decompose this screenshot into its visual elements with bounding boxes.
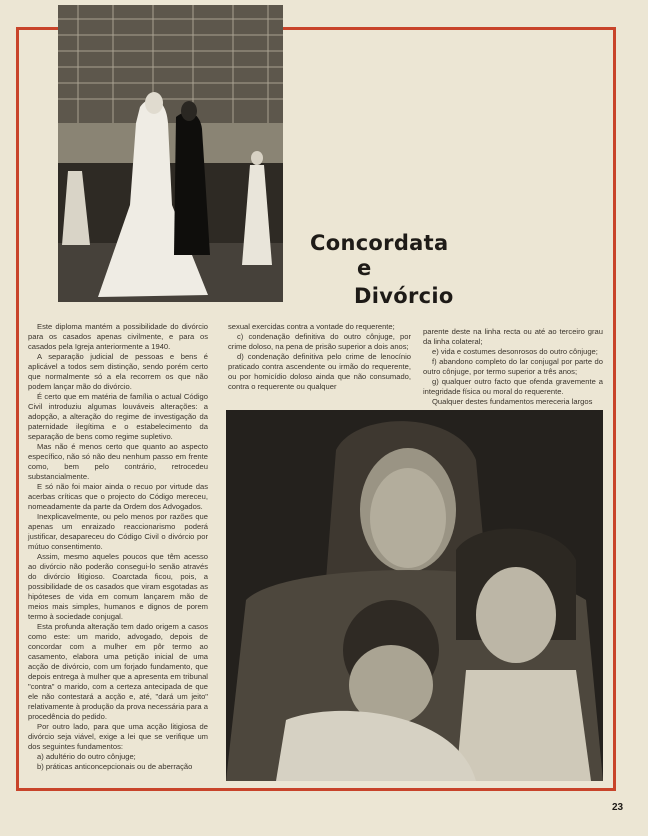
paragraph: A separação judicial de pessoas e bens é aplicável a todos sem distinção, sendo porém certo que normalmente só a ela recorrem os que não podem lançar mão do divórcio. <box>28 352 208 391</box>
mother-children-photo <box>226 410 603 781</box>
paragraph: Qualquer destes fundamentos mereceria largos <box>432 397 593 406</box>
paragraph: E só não foi maior ainda o recuo por virtude das acerbas críticas que o projecto do Código mereceu, nomeadamente da parte da Ordem dos Advogados. <box>28 482 208 511</box>
list-item: f) abandono completo do lar conjugal por parte do outro cônjuge, por termo superior a três anos; <box>423 357 603 376</box>
paragraph: Por outro lado, para que uma acção litigiosa de divórcio seja viável, exige a lei que se verifique um dos seguintes fundamentos: <box>28 722 208 751</box>
list-item: e) vida e costumes desonrosos do outro cônjuge; <box>432 347 598 356</box>
paragraph: Inexplicavelmente, ou pelo menos por razões que apenas um enraizado reaccionarismo poderá justificar, desapareceu do Código Civil o divórcio por mútuo consentimento. <box>28 512 208 551</box>
list-item: c) condenação definitiva do outro cônjuge, por crime doloso, na pena de prisão superior a dois anos; <box>228 332 411 351</box>
title-line-3: Divórcio <box>354 284 454 308</box>
title-line-2: e <box>357 256 372 280</box>
text-column-1 <box>28 322 208 772</box>
paragraph: Assim, mesmo aqueles poucos que têm acesso ao divórcio não poderão consegui-lo senão através do divórcio litigioso. Coarctada ficou, pois, a possibilidade de os casados que viram esgotadas as hipóteses de vida em comum lançarem mão de meios mais simples, humanos e dignos de porem termo à sociedade conjugal. <box>28 552 208 621</box>
paragraph: Este diploma mantém a possibilidade do divórcio para os casados apenas civilmente, e para os casados pela Igreja anteriormente a 1940. <box>28 322 208 351</box>
list-item: g) qualquer outro facto que ofenda gravemente a integridade física ou moral do requerente. <box>423 377 603 396</box>
paragraph: Esta profunda alteração tem dado origem a casos como este: um marido, advogado, depois de concordar com a mulher em pôr termo ao casamento, elabora uma petição inicial de uma acção de divórcio, com um forjado fundamento, que depois entrega à mulher que a apresenta em tribunal "contra" o marido, com a certeza antecipada de que ele não contestará a acção e, até, "dará um jeito" relativamente à produção da prova necessária para a procedência do pedido. <box>28 622 208 721</box>
paragraph: Mas não é menos certo que quanto ao aspecto específico, não só não deu nenhum passo em frente como, bem pelo contrário, retrocedeu substancialmente. <box>28 442 208 481</box>
paragraph: É certo que em matéria de família o actual Código Civil introduziu algumas louváveis alterações: a adopção, a alteração do regime de investigação da paternidade ilegítima e o estabelecimento da separação de bens como regime supletivo. <box>28 392 208 441</box>
wedding-photo <box>58 5 283 302</box>
paragraph: sexual exercidas contra a vontade do requerente; <box>228 322 395 331</box>
list-item: a) adultério do outro cônjuge; <box>37 752 136 761</box>
paragraph: parente deste na linha recta ou até ao terceiro grau da linha colateral; <box>423 327 603 346</box>
list-item: b) práticas anticoncepcionais ou de aberração <box>37 762 193 771</box>
article-title <box>300 228 470 308</box>
list-item: d) condenação definitiva pelo crime de lenocínio praticado contra ascendente ou irmão do requerente, ou por homicídio doloso ainda que não consumado, contra o requerente ou qualquer <box>228 352 411 391</box>
page-number: 23 <box>612 802 624 813</box>
text-column-2 <box>228 322 411 392</box>
text-column-3 <box>423 327 603 407</box>
title-line-1: Concordata <box>310 231 449 255</box>
